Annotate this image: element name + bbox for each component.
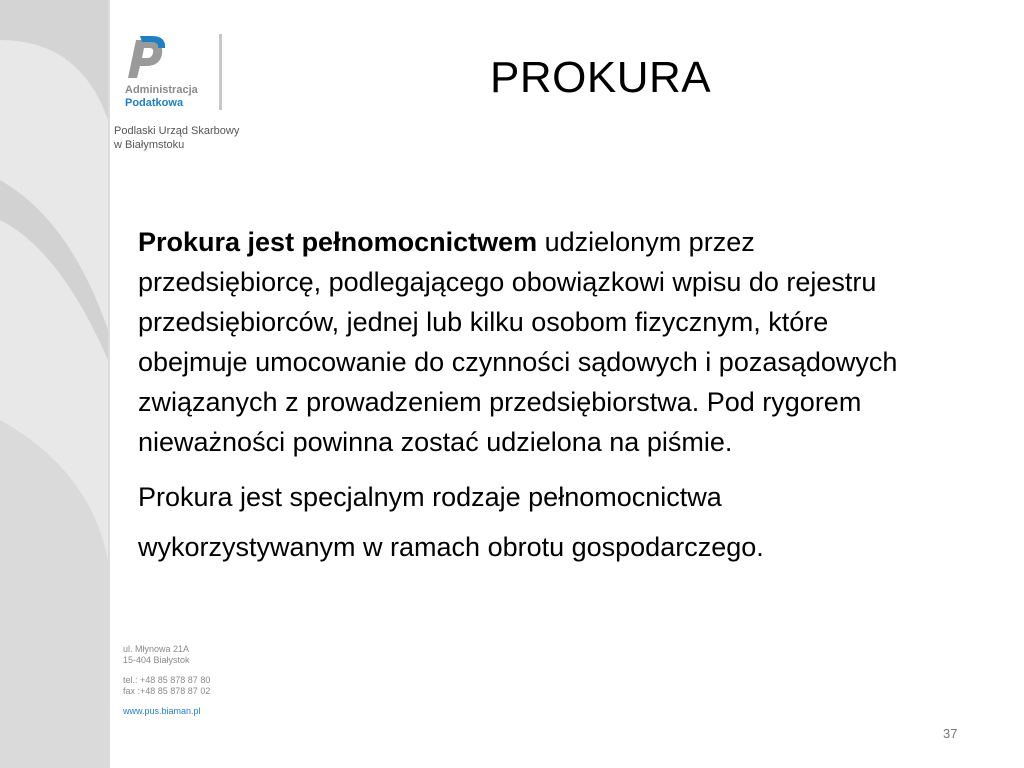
sidebar-arcs [0, 0, 108, 768]
paragraph-1 [138, 222, 938, 462]
slide-body [138, 222, 938, 572]
left-sidebar [0, 0, 108, 768]
footer-fax: fax :+48 85 878 87 02 [123, 686, 211, 696]
paragraph-1-bold: Prokura jest pełnomocnictwem [138, 227, 538, 257]
footer-street: ul. Młynowa 21A [123, 644, 190, 654]
logo-divider [219, 34, 222, 110]
footer-address [123, 644, 210, 717]
office-line1: Podlaski Urząd Skarbowy [114, 125, 240, 137]
office-line2: w Białymstoku [114, 139, 185, 151]
footer-website-link[interactable]: www.pus.biaman.pl [123, 706, 201, 716]
logo-text-podatkowa: Podatkowa [125, 97, 184, 109]
footer-city: 15-404 Białystok [123, 655, 190, 665]
paragraph-2: Prokura jest specjalnym rodzaje pełnomocnictwa wykorzystywanym w ramach obrotu gospodarczego. [138, 482, 764, 562]
slide-title: PROKURA [490, 53, 712, 102]
logo-text-administracja: Administracja [125, 84, 198, 96]
sidebar-edge [108, 0, 110, 768]
footer-tel: tel.: +48 85 878 87 80 [123, 675, 211, 685]
page-number: 37 [943, 726, 958, 741]
office-name [114, 124, 239, 152]
administracja-podatkowa-logo-icon [122, 34, 170, 82]
paragraph-1-rest: udzielonym przez przedsiębiorcę, podlegającego obowiązkowi wpisu do rejestru przedsiębiorców, jednej lub kilku osobom fizycznym, które obejmuje umocowanie do czynności sądowych i pozasądowych związanych z prowadzeniem przedsiębiorstwa. Pod rygorem nieważności powinna zostać udzielona na piśmie. [138, 227, 898, 457]
